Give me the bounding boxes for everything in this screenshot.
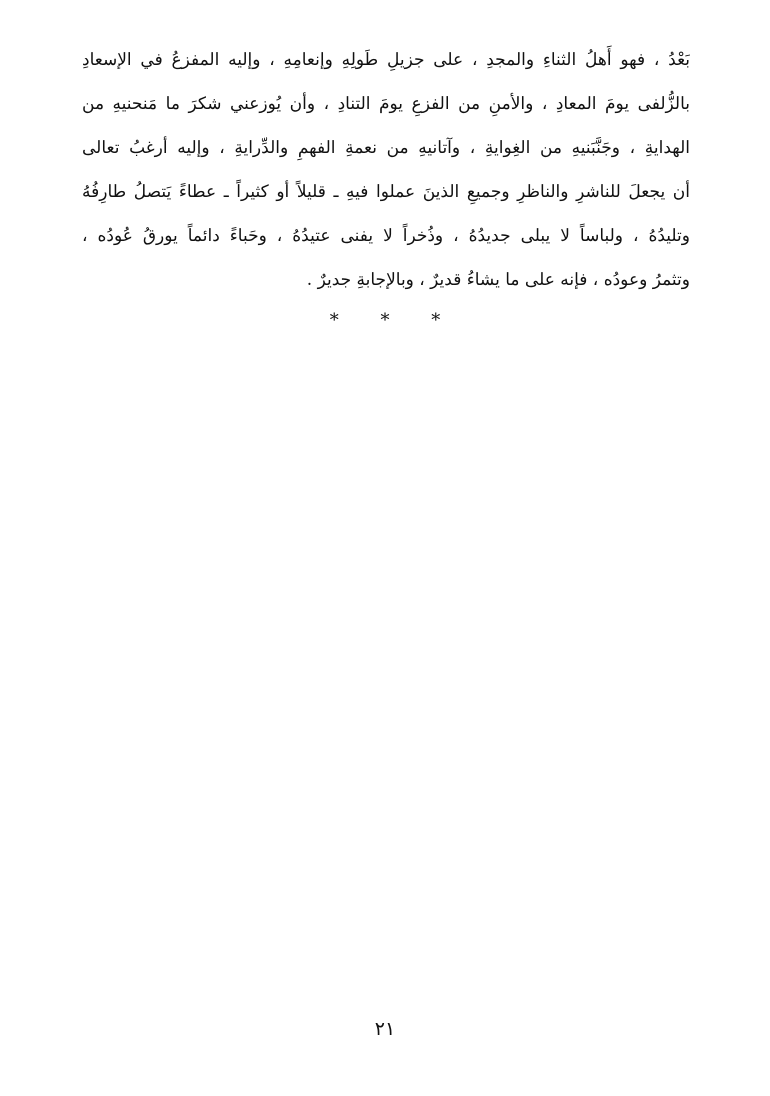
body-text xyxy=(82,38,690,302)
page-number: ٢١ xyxy=(374,1018,396,1040)
text-line-4: أن يجعلَ للناشرِ والناظرِ وجميعِ الذينَ عملوا فيهِ ـ قليلاً أو كثيراً ـ عطاءً يَتصلُ طارِفُهُ xyxy=(82,182,690,202)
text-line-1: بَعْدُ ، فهو أَهلُ الثناءِ والمجدِ ، على جزيلِ طَولِهِ وإنعامِهِ ، وإليه المفزعُ في الإسعادِ xyxy=(82,50,690,70)
text-line-5: وتليدُهُ ، ولباساً لا يبلى جديدُهُ ، وذُخراً لا يفنى عتيدُهُ ، وحَباءً دائماً يورقُ عُودُه ، xyxy=(82,226,690,246)
text-line-3: الهدايةِ ، وجَنَّبَنيهِ من الغِوايةِ ، وآتانيهِ من نعمةِ الفهمِ والدِّرايةِ ، وإليه أرغبُ تعالى xyxy=(82,138,690,158)
section-separator: * * * xyxy=(329,310,459,331)
text-line-2: بالزُّلفى يومَ المعادِ ، والأمنِ من الفزعِ يومَ التنادِ ، وأن يُوزعني شكرَ ما مَنحنيهِ من xyxy=(82,94,690,114)
text-line-6: وتثمرُ وعودُه ، فإنه على ما يشاءُ قديرٌ ، وبالإجابةِ جديرٌ . xyxy=(306,270,690,290)
